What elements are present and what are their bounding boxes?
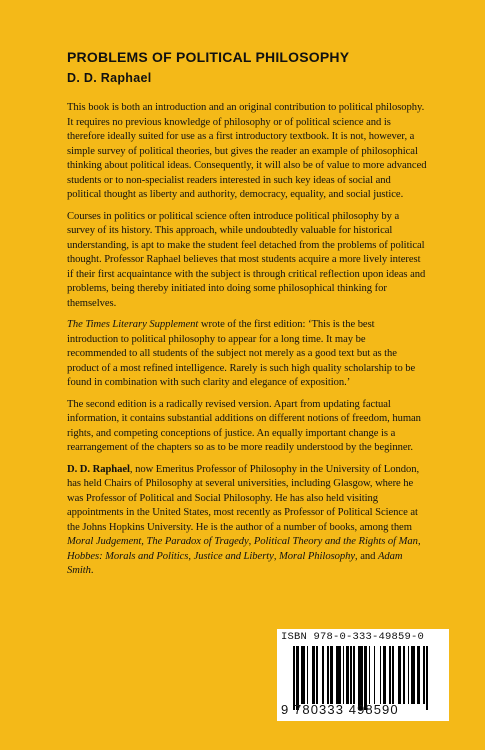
barcode-bar bbox=[398, 646, 401, 704]
barcode-bar bbox=[408, 646, 410, 704]
work-title: Political Theory and the Rights of Man bbox=[253, 536, 418, 547]
barcode-bar bbox=[343, 646, 345, 704]
barcode-bar bbox=[411, 646, 416, 704]
barcode-bar bbox=[423, 646, 425, 704]
edition-paragraph: The second edition is a radically revised version. Apart from updating factual information, it contains substantial additions on different notions of freedom, human rights, and competing conceptions of justice. An equally important change is a rearrangement of the chapters so as to be more readily understood by the beginner. bbox=[67, 398, 421, 453]
barcode-bars bbox=[293, 646, 443, 706]
barcode-bar bbox=[426, 646, 428, 710]
barcode-bar bbox=[417, 646, 420, 704]
back-cover-text bbox=[67, 48, 427, 586]
work-title: Hobbes: Morals and Politics bbox=[67, 550, 189, 562]
barcode-bar bbox=[374, 646, 376, 704]
work-separator: , bbox=[248, 536, 254, 547]
work-title: Justice and Liberty bbox=[193, 550, 274, 562]
barcode-bar bbox=[316, 646, 318, 704]
book-title: PROBLEMS OF POLITICAL PHILOSOPHY bbox=[67, 49, 350, 65]
work-separator: , bbox=[273, 550, 280, 562]
work-separator: . bbox=[90, 565, 94, 576]
barcode-bar bbox=[353, 646, 355, 704]
work-title: Moral Philosophy bbox=[279, 550, 356, 562]
intro-paragraph: This book is both an introduction and an original contribution to political philosophy. It requires no previous knowledge of philosophy or of political science and is therefore ideally suited for use as a first introductory textbook. It is not, however, a simple survey of political theories, but gives the reader an example of philosophical thinking about political ideas. Consequently, it will also be of value to more advanced students or to non-specialist readers interested in such key ideas of social and political thought as liberty and authority, democracy, equality, and social justice. bbox=[67, 102, 427, 200]
ean-digits: 9 780333 498590 bbox=[281, 702, 399, 717]
barcode-bar bbox=[392, 646, 394, 704]
barcode-bar bbox=[312, 646, 315, 704]
barcode-bar bbox=[307, 646, 309, 704]
barcode-bar bbox=[369, 646, 371, 704]
barcode-bar bbox=[389, 646, 391, 704]
book-author: D. D. Raphael bbox=[67, 71, 152, 85]
barcode-bar bbox=[380, 646, 382, 704]
isbn-barcode bbox=[277, 629, 449, 721]
barcode-bar bbox=[403, 646, 405, 704]
work-title: The Paradox of Tragedy bbox=[146, 536, 249, 547]
review-paragraph bbox=[67, 318, 427, 391]
barcode-bar bbox=[383, 646, 386, 704]
barcode-bar bbox=[322, 646, 324, 704]
barcode-bar bbox=[364, 646, 367, 710]
works-list bbox=[67, 536, 421, 576]
bio-text: , now Emeritus Professor of Philosophy in the University of London, has held Chairs of Philosophy at several universities, including Glasgow, where he was Professor of Political and Social Philosophy. He has also held visiting appointments in the United States, most recently as Professor of Political Science at the Johns Hopkins University. He is the author of a number of books, among them bbox=[67, 463, 420, 533]
review-source: The Times Literary Supplement bbox=[67, 319, 199, 330]
barcode-bar bbox=[293, 646, 295, 710]
barcode-bar bbox=[330, 646, 333, 704]
barcode-bar bbox=[327, 646, 329, 704]
work-separator: , and bbox=[355, 550, 378, 562]
work-separator: , bbox=[417, 536, 421, 547]
barcode-bar bbox=[296, 646, 299, 710]
work-title: Adam Smith bbox=[67, 550, 403, 576]
bio-author-name: D. D. Raphael bbox=[67, 463, 130, 475]
barcode-bar bbox=[301, 646, 306, 704]
review-quote: wrote of the first edition: ‘This is the best introduction to political philosophy to appear for a long time. It may be recommended to all students of the subject not merely as a good text but as the product of a most refined intelligence. Rarely is such high quality scholarship to be found in combination with such clarity and elegance of exposition.’ bbox=[67, 319, 416, 388]
barcode-bar bbox=[350, 646, 352, 704]
author-bio-paragraph bbox=[67, 463, 427, 579]
barcode-bar bbox=[358, 646, 363, 710]
work-separator: , bbox=[188, 550, 194, 562]
work-title: Moral Judgement bbox=[67, 536, 142, 547]
isbn-label: ISBN 978-0-333-49859-0 bbox=[281, 631, 425, 643]
approach-paragraph: Courses in politics or political science often introduce political philosophy by a survey of its history. This approach, while undoubtedly valuable for historical understanding, is apt to make the student feel detached from the problems of political thought. Professor Raphael believes that most students acquire a more lively interest if their first acquaintance with the subject is through critical reflection upon ideas and problems, being thereby initiated into doing some philosophical thinking for themselves. bbox=[67, 210, 426, 309]
work-separator: , bbox=[141, 536, 147, 547]
barcode-bar bbox=[346, 646, 349, 704]
barcode-bar bbox=[336, 646, 341, 704]
